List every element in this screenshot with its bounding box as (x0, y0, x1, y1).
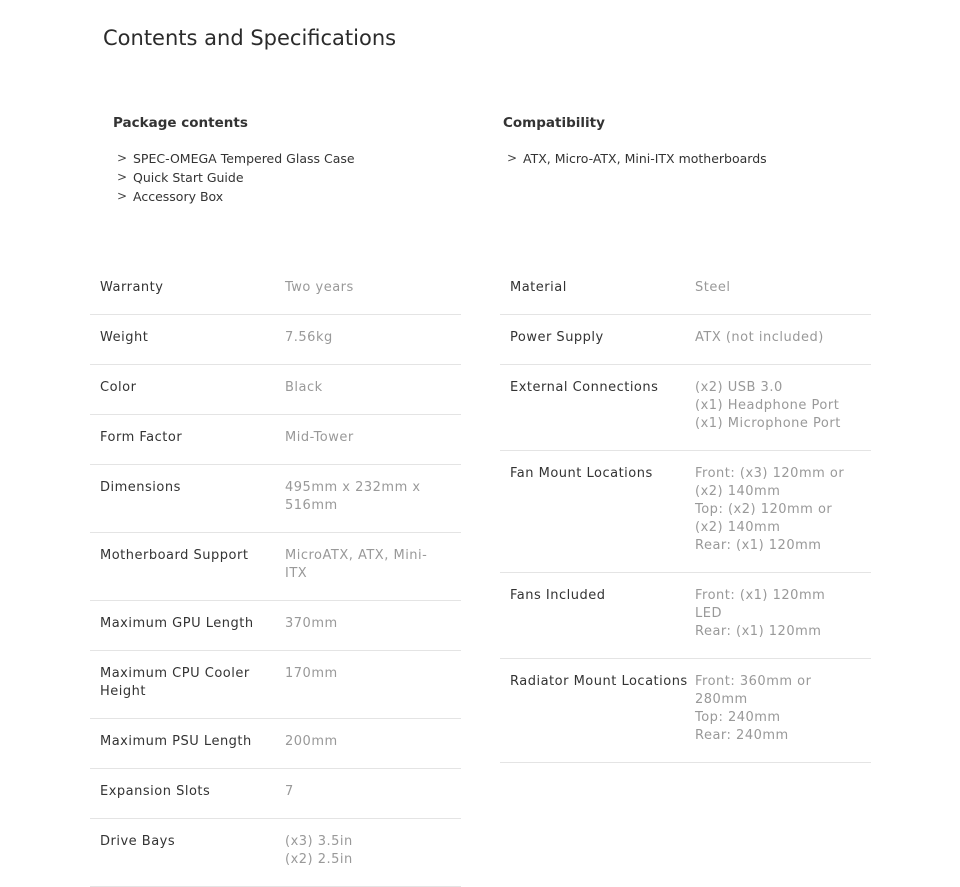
spec-value (285, 265, 461, 315)
spec-row-warranty (90, 265, 461, 315)
spec-row-material (500, 265, 871, 315)
spec-value (695, 315, 871, 365)
spec-row-fan-mount-locations (500, 451, 871, 573)
spec-label: Motherboard Support (100, 548, 249, 563)
spec-value (695, 265, 871, 315)
spec-value (695, 451, 871, 573)
spec-value-line: (x1) Microphone Port (695, 416, 841, 431)
spec-value-line: (x3) 3.5in (285, 834, 353, 849)
spec-value-line: 7 (285, 784, 294, 799)
page-title: Contents and Specifications (103, 26, 397, 50)
spec-value-line: Rear: (x1) 120mm (695, 538, 822, 553)
compatibility-list (503, 149, 863, 168)
spec-value (285, 769, 461, 819)
spec-value-line: Front: (x1) 120mm LED (695, 588, 826, 621)
spec-value (285, 465, 461, 533)
spec-label: External Connections (510, 380, 659, 395)
spec-value-line: Rear: 240mm (695, 728, 789, 743)
spec-row-dimensions (90, 465, 461, 533)
spec-value (695, 365, 871, 451)
spec-value-line: 200mm (285, 734, 338, 749)
spec-value (285, 315, 461, 365)
spec-value-line: Front: (x3) 120mm or (x2) 140mm (695, 466, 845, 499)
compatibility-section (503, 112, 863, 168)
spec-value-line: Rear: (x1) 120mm (695, 624, 822, 639)
spec-label: Fan Mount Locations (510, 466, 653, 481)
spec-value (285, 719, 461, 769)
list-item-label: SPEC-OMEGA Tempered Glass Case (133, 151, 355, 166)
spec-value-line: ATX (not included) (695, 330, 824, 345)
package-contents-section (113, 112, 473, 206)
spec-row-motherboard-support (90, 533, 461, 601)
spec-label: Material (510, 280, 567, 295)
spec-row-maximum-gpu-length (90, 601, 461, 651)
spec-value (285, 819, 461, 887)
spec-table-left (90, 265, 461, 887)
spec-row-color (90, 365, 461, 415)
spec-value-line: Front: 360mm or 280mm (695, 674, 812, 707)
spec-value-line: 370mm (285, 616, 338, 631)
spec-label: Weight (100, 330, 149, 345)
spec-row-radiator-mount-locations (500, 659, 871, 763)
spec-row-external-connections (500, 365, 871, 451)
spec-value (285, 415, 461, 465)
spec-row-fans-included (500, 573, 871, 659)
list-item-label: ATX, Micro-ATX, Mini-ITX motherboards (523, 151, 767, 166)
package-contents-heading: Package contents (113, 115, 248, 131)
spec-label: Dimensions (100, 480, 181, 495)
spec-value-line: Mid-Tower (285, 430, 354, 445)
spec-label: Color (100, 380, 137, 395)
chevron-right-icon: > (117, 189, 128, 203)
spec-label: Form Factor (100, 430, 183, 445)
spec-value-line: Black (285, 380, 323, 395)
spec-value-line: (x2) USB 3.0 (695, 380, 783, 395)
list-item (503, 149, 863, 168)
spec-value (285, 365, 461, 415)
spec-row-weight (90, 315, 461, 365)
spec-value-line: Top: (x2) 120mm or (x2) 140mm (695, 502, 833, 535)
spec-value-line: Top: 240mm (695, 710, 781, 725)
spec-label: Maximum GPU Length (100, 616, 254, 631)
compatibility-heading: Compatibility (503, 115, 605, 131)
spec-label: Warranty (100, 280, 164, 295)
spec-value (695, 573, 871, 659)
spec-value-line: (x2) 2.5in (285, 852, 353, 867)
list-item-label: Accessory Box (133, 189, 224, 204)
spec-value-line: MicroATX, ATX, Mini-ITX (285, 548, 428, 581)
spec-value-line: 170mm (285, 666, 338, 681)
spec-value (695, 659, 871, 763)
spec-value (285, 601, 461, 651)
spec-row-power-supply (500, 315, 871, 365)
list-item-label: Quick Start Guide (133, 170, 244, 185)
spec-label: Drive Bays (100, 834, 176, 849)
spec-value-line: 495mm x 232mm x 516mm (285, 480, 421, 513)
spec-label: Expansion Slots (100, 784, 211, 799)
spec-row-maximum-psu-length (90, 719, 461, 769)
spec-value (285, 533, 461, 601)
spec-value-line: Steel (695, 280, 731, 295)
spec-table-right (500, 265, 871, 763)
chevron-right-icon: > (507, 151, 518, 165)
spec-value-line: Two years (285, 280, 354, 295)
spec-label: Power Supply (510, 330, 604, 345)
spec-label: Maximum PSU Length (100, 734, 252, 749)
spec-label: Radiator Mount Locations (510, 674, 688, 689)
spec-row-form-factor (90, 415, 461, 465)
list-item (113, 149, 473, 168)
package-contents-list (113, 149, 473, 206)
spec-value-line: (x1) Headphone Port (695, 398, 840, 413)
spec-value (285, 651, 461, 719)
chevron-right-icon: > (117, 151, 128, 165)
spec-row-drive-bays (90, 819, 461, 887)
list-item (113, 187, 473, 206)
spec-row-maximum-cpu-cooler-height (90, 651, 461, 719)
spec-value-line: 7.56kg (285, 330, 333, 345)
spec-label: Fans Included (510, 588, 606, 603)
chevron-right-icon: > (117, 170, 128, 184)
list-item (113, 168, 473, 187)
spec-label: Maximum CPU Cooler Height (100, 666, 250, 699)
spec-row-expansion-slots (90, 769, 461, 819)
